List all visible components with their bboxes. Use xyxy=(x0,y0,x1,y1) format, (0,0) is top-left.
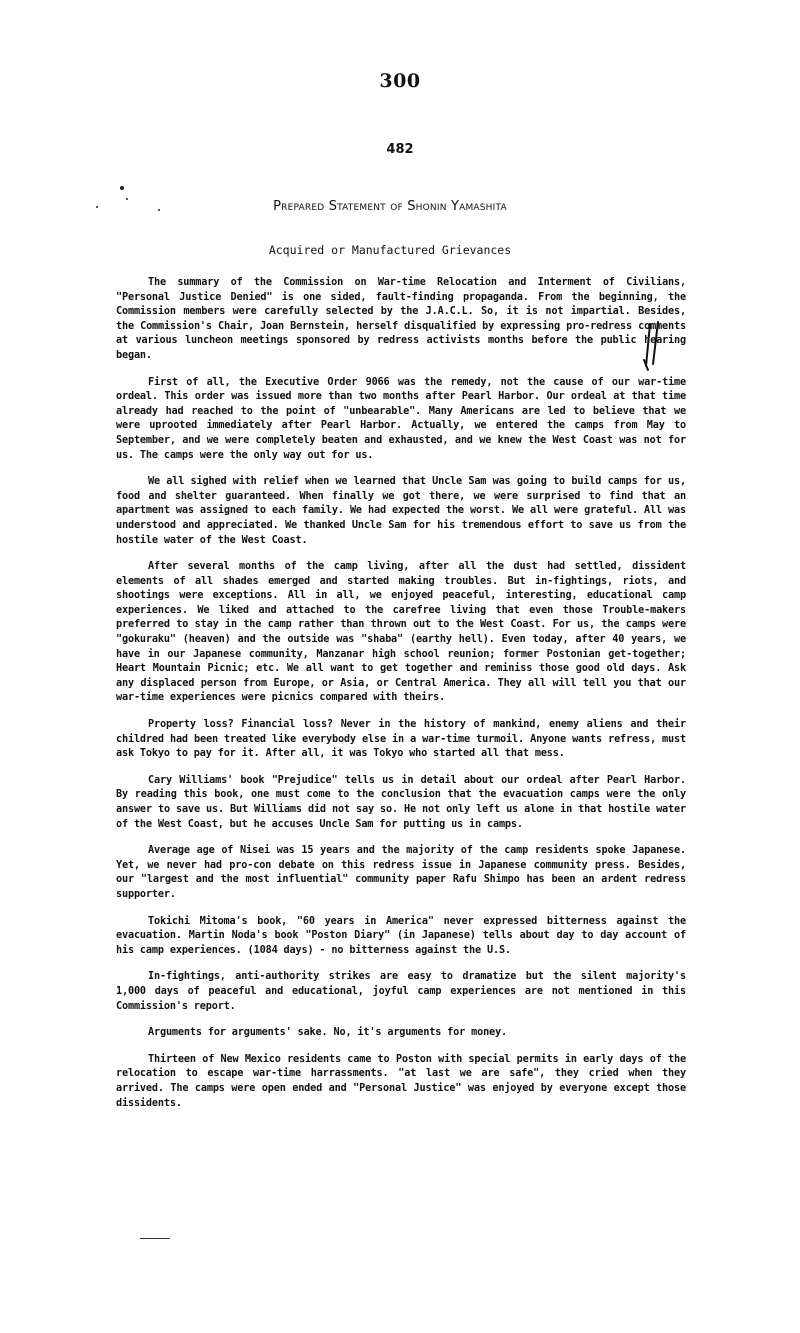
paragraph: Tokichi Mitoma's book, "60 years in America" never expressed bitterness against the evacuation. Martin Noda's book "Poston Diary" (in Japanese) tells about day to day account of his camp experiences. (1084 days) - no bitterness against the U.S. xyxy=(116,915,686,956)
paragraph: After several months of the camp living, after all the dust had settled, dissident elements of all shades emerged and started making troubles. But in-fightings, riots, and shootings were exceptions. All in all, we enjoyed peaceful, interesting, educational camp experiences. We liked and attached to the carefree living that even those Trouble-makers preferred to stay in the camp rather than thrown out to the West Coast. For us, the camps were "gokuraku" (heaven) and the outside was "shaba" (earthy hell). Even today, after 40 years, we have in our Japanese community, Manzanar high school reunion; former Postonian get-together; Heart Mountain Picnic; etc. We all want to get together and reminiss those good old days. Ask any displaced person from Europe, or Asia, or Central America. They all will tell you that our war-time experiences were picnics compared with theirs. xyxy=(116,561,686,704)
page-number: 300 xyxy=(379,70,421,92)
paragraph: We all sighed with relief when we learned that Uncle Sam was going to build camps for us, food and shelter guaranteed. When finally we got there, we were surprised to find that an apartment was assigned to each family. We had expected the worst. We all were grateful. All was understood and appreciated. We thanked Uncle Sam for his tremendous effort to save us from the hostile water of the West Coast. xyxy=(116,476,686,546)
paragraph: Cary Williams' book "Prejudice" tells us in detail about our ordeal after Pearl Harbor. By reading this book, one must come to the conclusion that the evacuation camps were the only answer to save us. But Williams did not say so. He not only left us alone in that hostile water of the West Coast, but he accuses Uncle Sam for putting us in camps. xyxy=(116,774,686,830)
document-subtitle: Acquired or Manufactured Grievances xyxy=(268,243,512,257)
paragraph: First of all, the Executive Order 9066 was the remedy, not the cause of our war-time ordeal. This order was issued more than two months after Pearl Harbor. Our ordeal at that time already had reached to the point of "unbearable". Many Americans are led to believe that we were uprooted immediately after Pearl Harbor. Actually, we entered the camps from May to September, and we were completely beaten and exhausted, and we knew the West Coast was not for us. The camps were the only way out for us. xyxy=(116,376,686,461)
original-page-number: 482 xyxy=(386,142,414,157)
paragraph: Arguments for arguments' sake. No, it's arguments for money. xyxy=(148,1027,508,1039)
paragraph: In-fightings, anti-authority strikes are easy to dramatize but the silent majority's 1,000 days of peaceful and educational, joyful camp experiences are not mentioned in this Commission's report. xyxy=(116,971,686,1012)
paragraph: The summary of the Commission on War-time Relocation and Interment of Civilians, "Personal Justice Denied" is one sided, fault-finding propaganda. From the beginning, the Commission members were carefully selected by the J.A.C.L. So, it is not impartial. Besides, the Commission's Chair, Joan Bernstein, herself disqualified by expressing pro-redress comments at various luncheon meetings sponsored by redress activists months before the public hearing began. xyxy=(116,277,686,361)
paragraph: Thirteen of New Mexico residents came to Poston with special permits in early days of the relocation to escape war-time harrassments. "at last we are safe", they cried when they arrived. The camps were open ended and "Personal Justice" was enjoyed by everyone except those dissidents. xyxy=(116,1053,686,1109)
statement-body xyxy=(116,276,686,1123)
handwritten-margin-mark xyxy=(642,320,664,372)
handwritten-underline xyxy=(140,1238,170,1239)
scan-speck xyxy=(120,186,124,190)
document-title: Prepared Statement of Shonin Yamashita xyxy=(273,199,507,214)
paragraph: Property loss? Financial loss? Never in the history of mankind, enemy aliens and their childred had been treated like everybody else in a war-time turmoil. Anyone wants refress, must ask Tokyo to pay for it. After all, it was Tokyo who started all that mess. xyxy=(116,719,686,760)
paragraph: Average age of Nisei was 15 years and the majority of the camp residents spoke Japanese. Yet, we never had pro-con debate on this redress issue in Japanese community press. Besides, our "largest and the most influential" community paper Rafu Shimpo has been an ardent redress supporter. xyxy=(116,845,686,900)
